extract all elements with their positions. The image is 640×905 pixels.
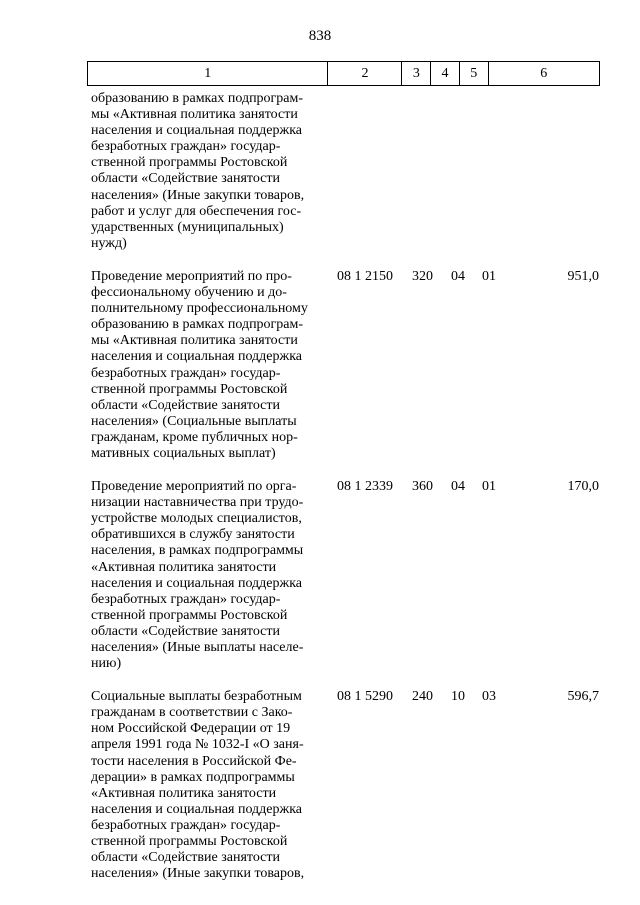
row-description: образованию в рамках подпрограм- мы «Активная политика занятости населения и социальная поддержка безработных граждан» государ- ственной программы Ростовской области «Содействие занятости населения» (Иные закупки товаров, работ и услуг для обеспечения гос- ударственных (муниципальных) нужд) — [91, 91, 305, 251]
column-header-row — [88, 62, 600, 86]
page-number: 838 — [308, 28, 332, 44]
row-section: 10 — [451, 689, 465, 705]
row-description: Социальные выплаты безработным гражданам в соответствии с Зако- ном Российской Федерации от 19 апреля 1991 года № 1032-I «О заня- тости населения в Российской Фе- дерации» в рамках подпрограммы «Активная политика занятости населения и социальная поддержка безработных граждан» государ- ственной программы Ростовской области «Содействие занятости населения» (Иные закупки товаров, — [91, 689, 305, 882]
row-expense-type: 240 — [412, 689, 433, 705]
column-header-2: 2 — [328, 62, 402, 86]
row-subsection: 01 — [482, 268, 496, 284]
table-row — [91, 91, 601, 252]
column-header-1: 1 — [88, 62, 328, 86]
row-section: 04 — [451, 479, 465, 495]
row-description: Проведение мероприятий по орга- низации наставничества при трудо- устройстве молодых специалистов, обратившихся в службу занятости населения, в рамках подпрограммы «Активная политика занятости населения и социальная поддержка безработных граждан» государ- ственной программы Ростовской области «Содействие занятости населения» (Иные выплаты населе- нию) — [91, 479, 304, 672]
row-amount: 596,7 — [567, 689, 599, 705]
table-row — [91, 689, 601, 882]
row-amount: 170,0 — [567, 479, 599, 495]
row-amount: 951,0 — [567, 268, 599, 284]
table-body — [91, 91, 601, 899]
table-row — [91, 479, 601, 672]
row-section: 04 — [451, 268, 465, 284]
row-subsection: 01 — [482, 479, 496, 495]
column-header-5: 5 — [459, 62, 488, 86]
row-expense-type: 360 — [412, 479, 433, 495]
row-description: Проведение мероприятий по про- фессиональному обучению и до- полнительному профессиональному образованию в рамках подпрограм- мы «Активная политика занятости населения и социальная поддержка безработных граждан» государ- ственной программы Ростовской области «Содействие занятости населения» (Социальные выплаты гражданам, кроме публичных нор- мативных социальных выплат) — [91, 268, 308, 461]
row-expense-type: 320 — [412, 268, 433, 284]
column-header-table — [87, 61, 600, 86]
column-header-4: 4 — [431, 62, 460, 86]
table-row — [91, 269, 601, 462]
row-target-code: 08 1 2339 — [337, 479, 393, 495]
row-subsection: 03 — [482, 689, 496, 705]
column-header-3: 3 — [402, 62, 431, 86]
row-target-code: 08 1 2150 — [337, 268, 393, 284]
row-target-code: 08 1 5290 — [337, 689, 393, 705]
column-header-6: 6 — [488, 62, 599, 86]
